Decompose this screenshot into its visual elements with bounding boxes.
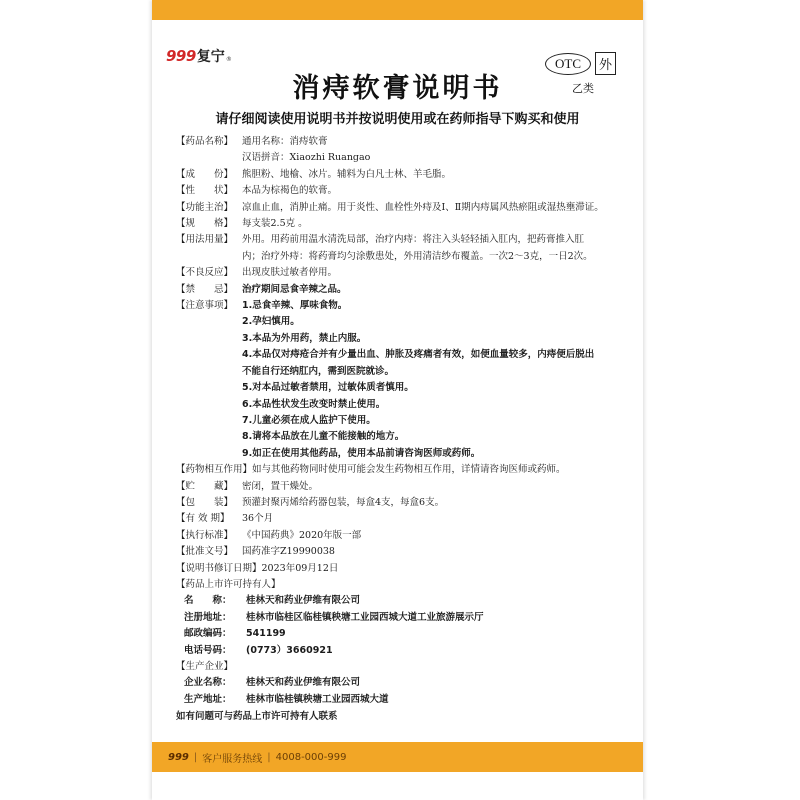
appearance-label: 【性 状】 [176,185,234,197]
pinyin-label: 汉语拼音： [242,152,290,164]
external-use-badge: 外 [595,52,616,75]
usage-line-2: 内；治疗外痔：将药膏均匀涂敷患处，外用清洁纱布覆盖。一次2～3克，一日2次。 [242,250,593,262]
holder-phone-value: (0773）3660921 [246,644,333,656]
revision-value: 2023年09月12日 [261,562,339,574]
manufacturer-name-label: 企业名称： [184,677,232,689]
revision-label: 【说明书修订日期】 [176,562,262,574]
holder-address-row [176,610,636,626]
note-item: 3.本品为外用药，禁止内服。 [242,332,367,344]
interaction-label: 【药物相互作用】 [176,464,253,476]
common-name-value: 消痔软膏 [289,136,328,147]
holder-address-label: 注册地址： [184,611,232,623]
ingredients-row [176,167,636,183]
footer-hotline-label: 客户服务热线 [202,753,263,765]
note-item: 2.孕妇慎用。 [242,316,300,328]
storage-value: 密闭，置干燥处。 [242,480,319,492]
package-value: 预灌封聚丙烯给药器包装，每盒4支，每盒6支。 [242,496,445,508]
holder-zip-label: 邮政编码： [184,628,232,640]
manufacturer-name-value: 桂林天和药业伊维有限公司 [246,677,361,689]
registered-mark: ® [225,56,232,63]
drug-name-row [176,134,636,150]
notes-label: 【注意事项】 [176,300,234,312]
holder-name-value: 桂林天和药业伊维有限公司 [246,595,361,607]
footer-brand: 999 [168,751,189,763]
validity-row [176,511,636,527]
note-item-continued: 不能自行还纳肛内，需到医院就诊。 [242,365,395,377]
note-item: 7.儿童必须在成人监护下使用。 [242,414,376,426]
appearance-value: 本品为棕褐色的软膏。 [242,185,338,197]
storage-label: 【贮 藏】 [176,480,234,492]
standard-row [176,528,636,544]
adverse-row [176,265,636,281]
note-item: 1.忌食辛辣、厚味食物。 [242,300,348,312]
pinyin-value: Xiaozhi Ruangao [289,152,371,164]
manufacturer-address-value: 桂林市临桂镇秧塘工业园西城大道 [246,693,389,705]
usage-row [176,232,636,248]
holder-phone-label: 电话号码： [184,644,232,656]
holder-name-label: 名 称： [184,595,232,607]
usage-row-2 [176,249,636,265]
validity-label: 【有 效 期】 [176,513,230,525]
manufacturer-heading-row [176,659,636,675]
holder-zip-row [176,626,636,642]
contra-row [176,282,636,298]
leaflet-content [176,134,636,726]
spec-label: 【规 格】 [176,218,234,230]
contra-value: 治疗期间忌食辛辣之品。 [242,283,347,295]
manufacturer-name-row [176,675,636,691]
footer-hotline-number: 4008-000-999 [275,751,347,763]
manufacturer-address-row [176,692,636,708]
indications-row [176,200,636,216]
bottom-orange-band [152,742,643,772]
appearance-row [176,183,636,199]
standard-label: 【执行标准】 [176,529,234,541]
holder-phone-row [176,643,636,659]
otc-badge: OTC [545,53,591,75]
notes-row [176,298,636,462]
package-row [176,495,636,511]
contra-label: 【禁 忌】 [176,283,234,295]
top-orange-band [152,0,643,20]
drug-name-label: 【药品名称】 [176,136,234,147]
package-label: 【包 装】 [176,496,234,508]
leaflet-sheet [152,0,643,800]
pinyin-row [176,150,636,166]
note-item: 6.本品性状发生改变时禁止使用。 [242,398,386,410]
approval-row [176,544,636,560]
manufacturer-label: 【生产企业】 [176,661,234,672]
adverse-label: 【不良反应】 [176,267,234,279]
ingredients-value: 熊胆粉、地榆、冰片。辅料为白凡士林、羊毛脂。 [242,168,452,180]
approval-value: 国药准字Z19990038 [242,546,335,558]
document-title: 消痔软膏说明书 [292,73,503,104]
footer-separator: | [267,751,271,763]
spec-value: 每支装2.5克 。 [242,218,308,230]
manufacturer-address-label: 生产地址： [184,693,232,705]
usage-label: 【用法用量】 [176,234,234,246]
note-item: 5.对本品过敏者禁用，过敏体质者慎用。 [242,382,414,394]
note-item: 4.本品仅对痔疮合并有少量出血、肿胀及疼痛者有效，如便血量较多，内痔便后脱出 [242,349,595,361]
approval-label: 【批准文号】 [176,546,234,558]
indications-value: 凉血止血，消肿止痛。用于炎性、血栓性外痔及Ⅰ、Ⅱ期内痔属风热瘀阻或湿热壅滞证。 [242,201,604,213]
storage-row [176,479,636,495]
interaction-value: 如与其他药物同时使用可能会发生药物相互作用，详情请咨询医师或药师。 [252,464,566,476]
holder-heading-row [176,577,636,593]
common-name-label: 通用名称： [242,136,290,147]
otc-mark [545,52,616,75]
holder-name-row [176,593,636,609]
note-item: 8.请将本品放在儿童不能接触的地方。 [242,431,405,443]
indications-label: 【功能主治】 [176,201,234,213]
brand-name: 复宁 [196,49,225,65]
contact-note: 如有问题可与药品上市许可持有人联系 [176,711,338,723]
interaction-row [176,462,636,478]
adverse-value: 出现皮肤过敏者停用。 [242,267,338,279]
holder-zip-value: 541199 [246,628,286,640]
revision-row [176,561,636,577]
holder-label: 【药品上市许可持有人】 [176,578,281,590]
spec-row [176,216,636,232]
usage-line-1: 外用。用药前用温水清洗局部，治疗内痔：将注入头轻轻插入肛内，把药膏推入肛 [242,234,585,246]
holder-address-value: 桂林市临桂区临桂镇秧塘工业园西城大道工业旅游展示厅 [246,611,484,623]
notes-list [242,298,594,462]
ingredients-label: 【成 份】 [176,168,234,180]
brand-logo [166,46,232,66]
otc-class-label: 乙类 [572,82,594,95]
standard-value: 《中国药典》2020年版一部 [242,529,362,541]
reading-notice: 请仔细阅读使用说明书并按说明使用或在药师指导下购买和使用 [215,112,580,127]
footer-separator: | [193,751,198,763]
note-item: 9.如正在使用其他药品，使用本品前请咨询医师或药师。 [242,447,481,459]
validity-value: 36个月 [242,513,274,525]
brand-number: 999 [166,47,196,65]
